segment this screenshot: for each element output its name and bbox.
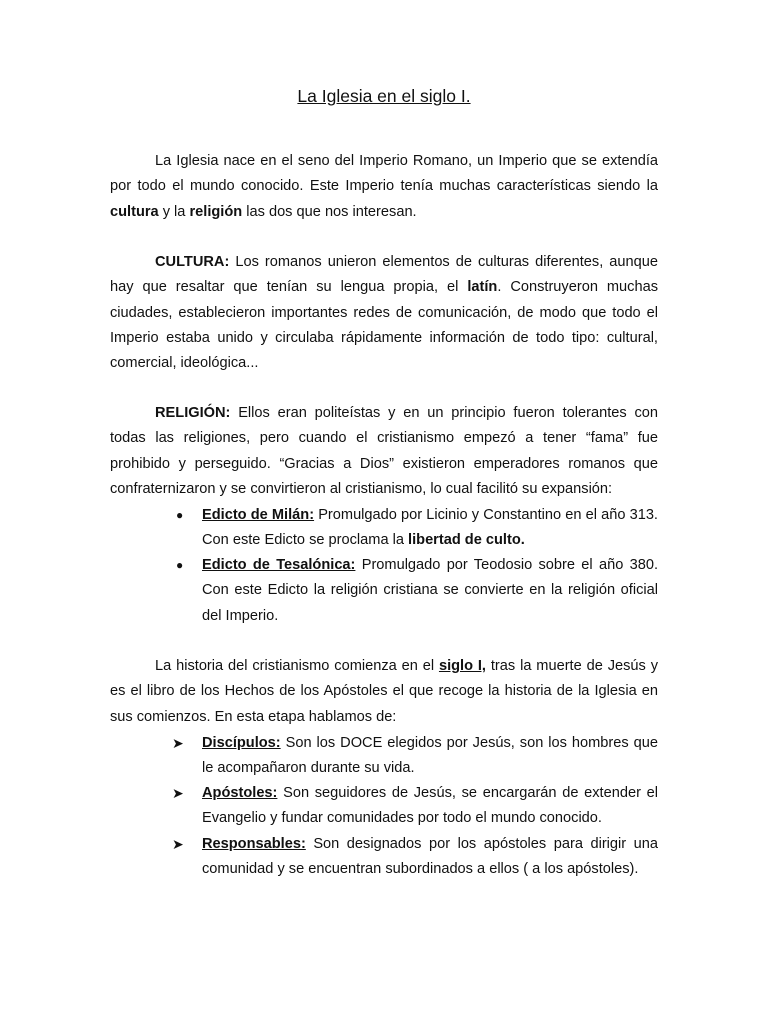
historia-text-2: tras la muerte de Jesús y es el libro de los Hechos de los Apóstoles el que recoge la historia de la Iglesia en sus comienzos. En esta etapa hablamos de: [110, 658, 658, 725]
religion-paragraph [110, 401, 658, 502]
religion-label: RELIGIÓN: [155, 405, 231, 421]
apostoles-text [202, 781, 658, 832]
historia-text: La historia del cristianismo comienza en el [155, 658, 439, 674]
cultura-text-2: . Construyeron muchas ciudades, establecieron importantes redes de comunicación, de modo que todo el Imperio estaba unido y circulaba rápidamente información de todo tipo: cultural, comercial, ideológica... [110, 279, 658, 372]
cultura-label: CULTURA: [155, 254, 230, 270]
intro-bold-religion: religión [189, 203, 243, 220]
arrow-bullet-icon: ➤ [172, 836, 184, 852]
intro-paragraph [110, 149, 658, 225]
bullet-icon: ● [176, 558, 184, 572]
page-title: La Iglesia en el siglo I. [297, 86, 471, 106]
discipulos-text [202, 731, 658, 782]
responsables-desc: Son designados por los apóstoles para dirigir una comunidad y se encuentran subordinados a ellos ( a los apóstoles). [202, 836, 658, 878]
intro-text-3: las dos que nos interesan. [242, 203, 417, 220]
edicto-tesalonica-desc: Promulgado por Teodosio sobre el año 380. Con este Edicto la religión cristiana se convierte en la religión oficial del Imperio. [202, 557, 658, 624]
historia-paragraph [110, 654, 658, 730]
responsables-text [202, 832, 658, 883]
responsables-label: Responsables: [202, 836, 306, 852]
edicto-milan-text [202, 503, 658, 554]
bullet-icon: ● [176, 508, 184, 522]
discipulos-label: Discípulos: [202, 735, 281, 751]
intro-text-2: y la [158, 203, 190, 220]
cultura-text: Los romanos unieron elementos de culturas diferentes, aunque hay que resaltar que tenían su lengua propia, el [110, 254, 658, 296]
historia-siglo-label: siglo I, [438, 658, 486, 674]
intro-bold-cultura: cultura [110, 203, 159, 220]
edicto-tesalonica-text [202, 553, 658, 629]
edicto-tesalonica-label: Edicto de Tesalónica: [202, 557, 356, 573]
arrow-bullet-icon: ➤ [172, 785, 184, 801]
religion-text: Ellos eran politeístas y en un principio fueron tolerantes con todas las religiones, pero cuando el cristianismo empezó a tener “fama” fue prohibido y perseguido. “Gracias a Dios” existieron emperadores romanos que confraternizaron y se convirtieron al cristianismo, lo cual facilitó su expansión: [110, 405, 658, 497]
discipulos-desc: Son los DOCE elegidos por Jesús, son los hombres que le acompañaron durante su vida. [202, 735, 658, 777]
apostoles-label: Apóstoles: [202, 785, 278, 801]
apostoles-desc: Son seguidores de Jesús, se encargarán de extender el Evangelio y fundar comunidades por todo el mundo conocido. [202, 785, 658, 827]
edicto-milan-desc: Promulgado por Licinio y Constantino en el año 313. Con este Edicto se proclama la [202, 507, 658, 549]
cultura-bold-latin: latín [467, 279, 498, 296]
edicto-milan-label: Edicto de Milán: [202, 507, 315, 523]
edicto-milan-bold: libertad de culto. [408, 532, 525, 549]
arrow-bullet-icon: ➤ [172, 735, 184, 751]
cultura-paragraph [110, 250, 658, 376]
intro-text: La Iglesia nace en el seno del Imperio Romano, un Imperio que se extendía por todo el mundo conocido. Este Imperio tenía muchas características siendo la [110, 153, 658, 195]
